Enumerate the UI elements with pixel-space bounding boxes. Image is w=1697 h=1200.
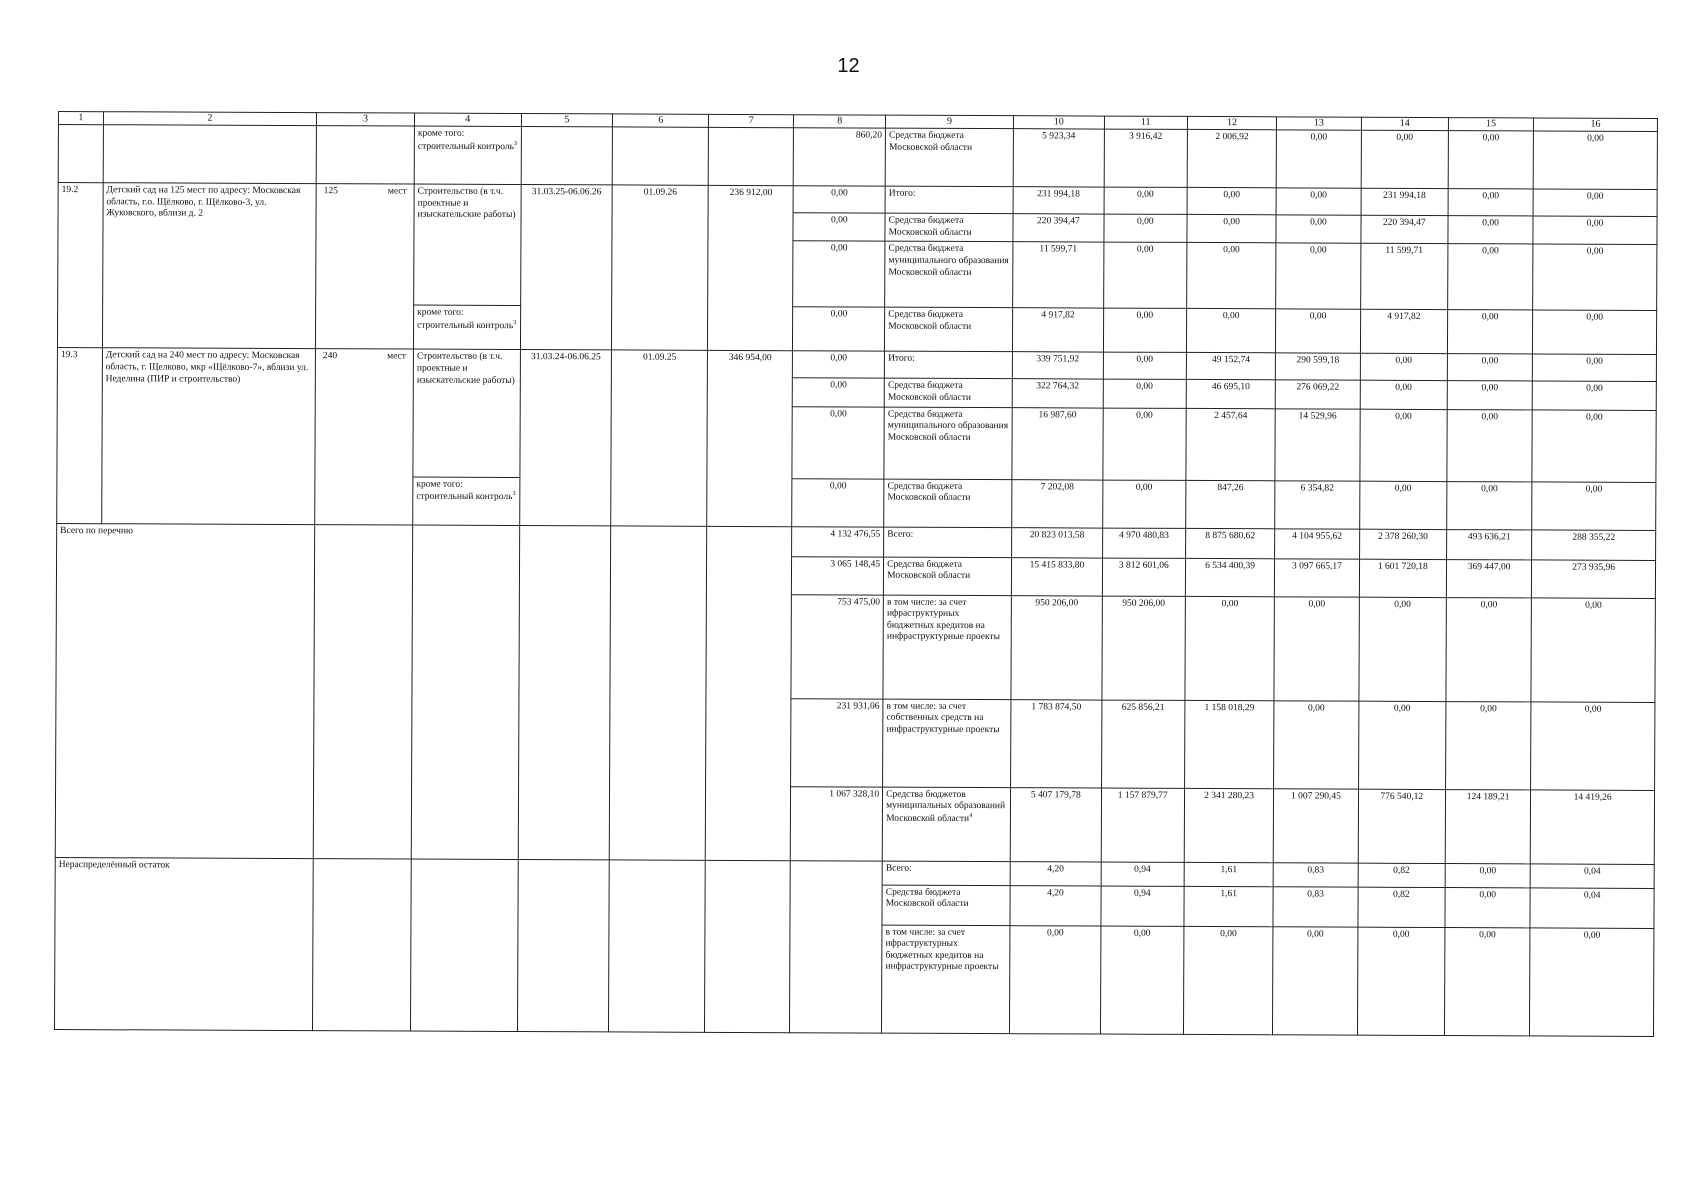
amount: 0,00 [1357, 927, 1445, 1035]
amount: 493 636,21 [1447, 529, 1532, 559]
funding-source: Средства бюджета Московской области [882, 885, 1010, 926]
funding-source: Средства бюджета Московской области [884, 479, 1012, 528]
column-number: 3 [316, 113, 414, 127]
amount: 7 202,08 [1012, 479, 1103, 527]
amount: 20 823 013,58 [1012, 527, 1103, 557]
amount: 0,00 [1444, 927, 1530, 1035]
amount-col8: 0,00 [792, 478, 884, 526]
amount: 0,00 [1532, 409, 1656, 482]
funding-source: Средства бюджета Московской области [884, 557, 1012, 596]
amount: 0,00 [1185, 596, 1275, 700]
amount-col8: 0,00 [793, 351, 885, 378]
amount: 950 206,00 [1011, 595, 1102, 699]
amount-col8: 1 067 328,10 [791, 786, 883, 860]
amount-col8: 3 065 148,45 [792, 556, 884, 594]
amount: 0,00 [1448, 131, 1534, 189]
column-number: 13 [1277, 117, 1361, 131]
amount: 8 875 680,62 [1185, 528, 1275, 558]
column-number: 7 [709, 114, 794, 128]
amount: 0,00 [1100, 926, 1184, 1034]
amount: 1 157 879,77 [1101, 788, 1184, 862]
amount: 11 599,71 [1013, 242, 1104, 308]
amount: 0,00 [1359, 409, 1447, 481]
amount: 0,00 [1187, 215, 1277, 244]
amount: 322 764,32 [1012, 379, 1103, 408]
amount: 4 104 955,62 [1275, 528, 1359, 558]
amount: 0,00 [1445, 887, 1530, 927]
amount: 0,00 [1273, 926, 1358, 1034]
amount: 0,00 [1276, 188, 1360, 215]
amount: 0,00 [1533, 244, 1657, 311]
funding-source: Всего: [884, 527, 1012, 558]
amount: 0,00 [1530, 927, 1654, 1036]
amount: 14 419,26 [1530, 789, 1654, 864]
amount: 0,00 [1277, 130, 1361, 188]
amount: 0,00 [1533, 354, 1657, 382]
work-type: кроме того: строительный контроль$^3$ [414, 126, 521, 184]
amount: 0,00 [1186, 243, 1276, 309]
amount: 0,00 [1010, 925, 1101, 1033]
amount: 0,00 [1533, 310, 1657, 355]
column-number: 6 [613, 114, 709, 128]
amount: 273 935,96 [1532, 559, 1656, 598]
work-type: Строительство (в т.ч. проектные и изыскательские работы) [414, 184, 521, 306]
amount: 0,00 [1448, 189, 1533, 216]
funding-source: в том числе: за счет собственных средств на инфраструктурные проекты [883, 699, 1011, 788]
amount: 4,20 [1010, 885, 1101, 925]
continuation-row [58, 125, 1657, 190]
amount: 0,00 [1448, 244, 1534, 310]
amount: 0,00 [1531, 701, 1655, 790]
amount: 339 751,92 [1012, 352, 1103, 379]
amount: 0,04 [1530, 863, 1654, 888]
column-number: 1 [58, 112, 103, 125]
column-number: 9 [886, 115, 1014, 129]
amount: 0,00 [1187, 188, 1277, 215]
amount: 0,82 [1358, 863, 1446, 887]
page-number: 12 [837, 55, 860, 77]
amount: 0,94 [1101, 886, 1184, 926]
amount: 0,00 [1103, 408, 1186, 480]
funding-source: Итого: [884, 351, 1012, 379]
amount: 1,61 [1184, 886, 1274, 926]
column-number: 14 [1361, 117, 1448, 131]
amount: 0,83 [1273, 862, 1357, 886]
column-number: 4 [414, 113, 521, 127]
amount: 0,00 [1358, 597, 1446, 701]
amount: 0,00 [1532, 381, 1656, 410]
amount: 220 394,47 [1360, 215, 1448, 244]
amount: 1 783 874,50 [1011, 699, 1102, 787]
amount: 2 457,64 [1186, 408, 1276, 480]
remainder-label: Нераспределённый остаток [54, 857, 313, 1030]
object-capacity: 125 мест [315, 184, 414, 350]
object-capacity: 240 мест [315, 349, 414, 525]
amount: 0,00 [1360, 381, 1448, 410]
amount: 4,20 [1010, 861, 1101, 885]
funding-source: в том числе: за счет ифраструктурных бюджетных кредитов на инфраструктурные проекты [882, 925, 1010, 1034]
amount: 0,00 [1446, 597, 1532, 701]
amount: 0,94 [1101, 862, 1184, 886]
amount: 0,00 [1447, 354, 1532, 381]
amount: 0,00 [1104, 187, 1187, 214]
table-row [58, 183, 1657, 217]
amount: 0,82 [1358, 887, 1446, 927]
table-row [57, 523, 1656, 560]
amount: 0,00 [1103, 352, 1186, 379]
amount: 0,00 [1447, 381, 1532, 410]
amount: 124 189,21 [1445, 789, 1531, 863]
column-number: 2 [103, 112, 316, 126]
amount: 0,00 [1360, 354, 1448, 381]
amount: 0,00 [1358, 701, 1446, 789]
amount: 1 158 018,29 [1184, 700, 1274, 788]
amount: 0,83 [1273, 886, 1357, 926]
amount: 0,00 [1103, 308, 1186, 352]
opening-date: 01.09.25 [611, 350, 708, 526]
amount: 0,00 [1361, 130, 1449, 188]
amount: 1 601 720,18 [1359, 559, 1447, 597]
amount: 290 599,18 [1276, 353, 1360, 380]
object-cost: 346 954,00 [707, 351, 793, 527]
amount: 49 152,74 [1186, 353, 1276, 380]
amount: 3 916,42 [1104, 129, 1187, 187]
total-label: Всего по перечню [55, 523, 314, 858]
funding-source: Средства бюджета Московской области [885, 128, 1013, 187]
amount: 16 987,60 [1012, 407, 1103, 479]
funding-source: Средства бюджета Московской области [884, 378, 1012, 407]
amount: 1,61 [1184, 862, 1274, 886]
amount: 46 695,10 [1186, 380, 1276, 409]
opening-date: 01.09.26 [612, 185, 709, 351]
amount: 14 529,96 [1275, 408, 1360, 480]
amount: 0,00 [1104, 214, 1187, 243]
amount: 3 812 601,06 [1102, 558, 1185, 596]
amount: 0,00 [1446, 701, 1532, 789]
column-number: 15 [1448, 118, 1533, 132]
funding-source: Средства бюджета Московской области [885, 307, 1013, 352]
table-row [57, 348, 1656, 382]
object-name: Детский сад на 125 мест по адресу: Московская область, г.о. Щёлково, г. Щёлково-3, ул. Жуковского, вблизи д. 2 [102, 183, 316, 349]
work-type: кроме того: строительный контроль$^3$ [413, 305, 520, 349]
amount: 0,00 [1102, 480, 1185, 528]
column-number: 16 [1534, 118, 1658, 132]
amount: 4 970 480,83 [1102, 528, 1185, 558]
object-cost: 236 912,00 [708, 186, 794, 352]
work-period: 31.03.24-06.06.25 [519, 350, 611, 526]
amount: 0,00 [1533, 216, 1657, 245]
amount: 0,00 [1276, 215, 1360, 244]
amount: 0,00 [1274, 700, 1359, 788]
column-number: 12 [1187, 116, 1277, 130]
amount-col8: 0,00 [793, 307, 885, 351]
funding-source: Средства бюджета муниципального образования Московской области [884, 407, 1012, 480]
amount: 0,00 [1532, 481, 1656, 530]
amount: 276 069,22 [1276, 380, 1360, 409]
amount: 0,00 [1445, 863, 1530, 887]
funding-source: в том числе: за счет ифраструктурных бюджетных кредитов на инфраструктурные проекты [883, 595, 1011, 700]
amount: 6 354,82 [1275, 480, 1359, 528]
amount: 0,00 [1186, 309, 1276, 353]
column-number: 10 [1013, 116, 1104, 130]
work-type: кроме того: строительный контроль$^3$ [413, 477, 520, 525]
amount: 2 006,92 [1187, 130, 1277, 188]
amount: 0,00 [1533, 131, 1657, 190]
amount: 5 923,34 [1013, 129, 1104, 187]
work-type: Строительство (в т.ч. проектные и изыскательские работы) [413, 349, 520, 477]
amount: 11 599,71 [1360, 244, 1448, 310]
amount: 0,00 [1447, 409, 1533, 481]
objects-table [54, 111, 1658, 1036]
amount-col8: 231 931,06 [791, 698, 883, 786]
amount: 0,00 [1447, 310, 1532, 354]
amount: 0,00 [1447, 481, 1532, 529]
amount-col8: 753 475,00 [791, 594, 883, 698]
amount: 4 917,82 [1360, 310, 1448, 354]
amount-col8: 0,00 [792, 406, 884, 478]
work-period: 31.03.25-06.06.26 [520, 185, 612, 351]
amount: 0,00 [1276, 309, 1360, 353]
amount: 288 355,22 [1532, 529, 1656, 560]
amount-col8: 0,00 [794, 186, 886, 213]
item-number: 19.3 [57, 348, 103, 523]
amount-col8: 0,00 [793, 378, 885, 407]
amount: 1 007 290,45 [1274, 788, 1359, 862]
amount: 847,26 [1186, 480, 1276, 528]
item-number: 19.2 [57, 183, 102, 348]
amount: 0,00 [1448, 216, 1533, 245]
amount: 0,00 [1276, 243, 1360, 309]
amount: 776 540,12 [1358, 789, 1446, 863]
amount: 231 994,18 [1361, 188, 1449, 215]
amount-col8: 4 132 476,55 [792, 526, 884, 556]
amount: 0,00 [1183, 926, 1273, 1034]
amount: 0,00 [1359, 481, 1447, 529]
amount: 0,00 [1274, 596, 1359, 700]
register-sheet [54, 111, 1658, 1036]
amount-col8: 0,00 [793, 213, 885, 242]
amount: 3 097 665,17 [1275, 558, 1359, 596]
funding-source: Итого: [885, 186, 1013, 214]
amount: 2 378 260,30 [1359, 529, 1447, 559]
amount: 369 447,00 [1446, 559, 1531, 597]
funding-source: Средства бюджета Московской области [885, 213, 1013, 242]
amount: 0,00 [1531, 597, 1655, 702]
column-number: 8 [794, 115, 886, 129]
amount-col8: 860,20 [794, 128, 886, 186]
amount: 0,00 [1103, 379, 1186, 408]
amount: 220 394,47 [1013, 214, 1104, 243]
amount: 950 206,00 [1102, 596, 1186, 700]
amount: 2 341 280,23 [1184, 788, 1274, 862]
amount: 0,04 [1530, 887, 1654, 928]
amount: 625 856,21 [1101, 700, 1185, 788]
object-name: Детский сад на 240 мест по адресу: Московская область, г. Щелково, мкр «Щёлково-7», вблизи ул. Неделина (ПИР и строительство) [101, 348, 315, 524]
amount-col8: 0,00 [793, 241, 885, 307]
amount: 4 917,82 [1013, 308, 1104, 352]
funding-source: Средства бюджета муниципального образования Московской области [885, 241, 1013, 308]
amount: 6 534 400,39 [1185, 558, 1275, 596]
amount: 5 407 179,78 [1010, 787, 1101, 861]
funding-source: Всего: [882, 861, 1010, 886]
amount: 0,00 [1103, 242, 1186, 308]
amount: 231 994,18 [1013, 187, 1104, 214]
column-number: 5 [521, 114, 613, 128]
amount: 15 415 833,80 [1011, 557, 1102, 595]
funding-source: Средства бюджетов муниципальных образований Московской области$^4$ [882, 787, 1010, 862]
amount: 0,00 [1533, 189, 1657, 217]
column-number: 11 [1104, 116, 1187, 130]
